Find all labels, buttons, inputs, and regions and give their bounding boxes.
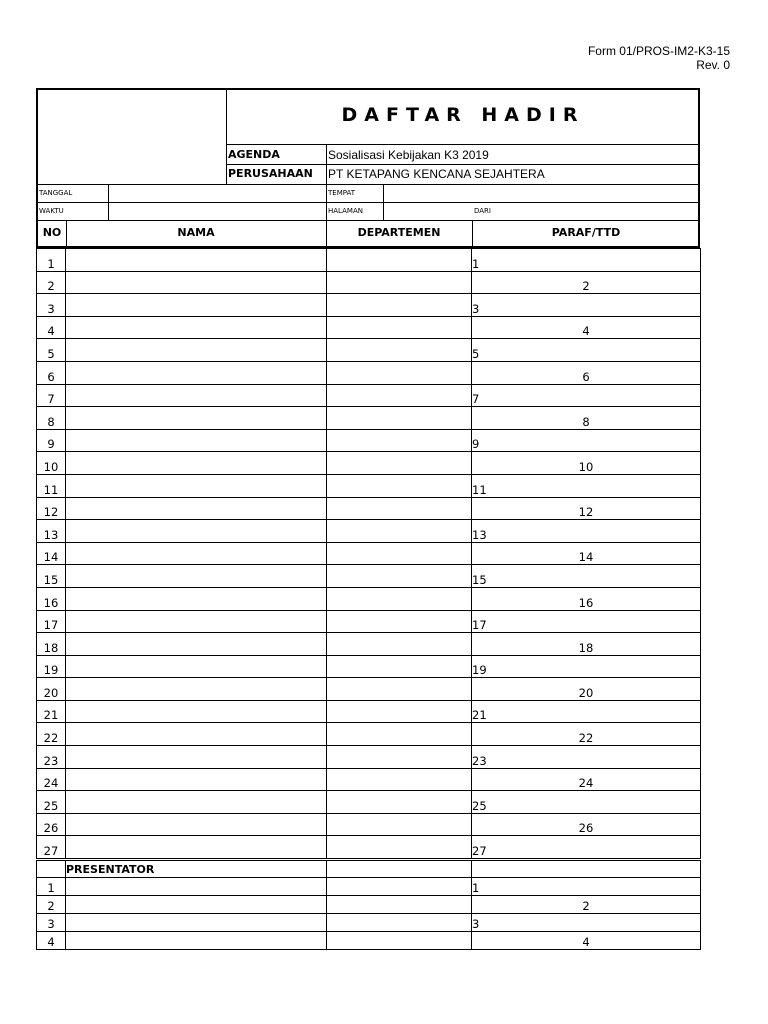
- departemen-cell[interactable]: [327, 878, 472, 896]
- paraf-cell[interactable]: 3: [472, 294, 701, 317]
- row-number: 5: [37, 339, 66, 362]
- departemen-cell[interactable]: [327, 791, 472, 814]
- departemen-cell[interactable]: [327, 655, 472, 678]
- departemen-cell[interactable]: [327, 542, 472, 565]
- paraf-cell[interactable]: 7: [472, 384, 701, 407]
- departemen-cell[interactable]: [327, 678, 472, 701]
- row-number: 25: [37, 791, 66, 814]
- presentator-header-paraf: [472, 861, 701, 878]
- nama-cell[interactable]: [66, 407, 327, 430]
- paraf-cell[interactable]: 5: [472, 339, 701, 362]
- departemen-cell[interactable]: [327, 813, 472, 836]
- row-number: 7: [37, 384, 66, 407]
- row-number: 4: [37, 932, 66, 950]
- departemen-cell[interactable]: [327, 914, 472, 932]
- paraf-cell[interactable]: 19: [472, 655, 701, 678]
- paraf-cell[interactable]: 15: [472, 565, 701, 588]
- presentator-label: PRESENTATOR: [66, 861, 327, 878]
- nama-cell[interactable]: [66, 520, 327, 543]
- departemen-cell[interactable]: [327, 384, 472, 407]
- paraf-cell[interactable]: 24: [472, 768, 701, 791]
- nama-cell[interactable]: [66, 497, 327, 520]
- nama-cell[interactable]: [66, 452, 327, 475]
- row-number: 14: [37, 542, 66, 565]
- agenda-value[interactable]: Sosialisasi Kebijakan K3 2019: [328, 148, 489, 162]
- departemen-cell[interactable]: [327, 294, 472, 317]
- row-number: 20: [37, 678, 66, 701]
- departemen-cell[interactable]: [327, 474, 472, 497]
- row-number: 9: [37, 429, 66, 452]
- tempat-field[interactable]: [384, 185, 699, 202]
- nama-cell[interactable]: [66, 678, 327, 701]
- paraf-cell[interactable]: 3: [472, 914, 701, 932]
- attendance-row: [37, 836, 701, 859]
- row-number: 3: [37, 914, 66, 932]
- paraf-cell[interactable]: 18: [472, 633, 701, 656]
- paraf-cell[interactable]: 2: [472, 896, 701, 914]
- nama-cell[interactable]: [66, 791, 327, 814]
- attendance-row: [37, 542, 701, 565]
- paraf-cell[interactable]: 20: [472, 678, 701, 701]
- nama-cell[interactable]: [66, 723, 327, 746]
- attendance-row: [37, 791, 701, 814]
- row-number: 19: [37, 655, 66, 678]
- nama-cell[interactable]: [66, 429, 327, 452]
- departemen-cell[interactable]: [327, 361, 472, 384]
- perusahaan-value[interactable]: PT KETAPANG KENCANA SEJAHTERA: [328, 167, 545, 181]
- paraf-cell[interactable]: 13: [472, 520, 701, 543]
- nama-cell[interactable]: [66, 384, 327, 407]
- paraf-cell[interactable]: 26: [472, 813, 701, 836]
- row-number: 15: [37, 565, 66, 588]
- presentator-row: [37, 896, 701, 914]
- row-number: 22: [37, 723, 66, 746]
- waktu-field[interactable]: [109, 203, 325, 220]
- attendance-row: [37, 429, 701, 452]
- row-number: 11: [37, 474, 66, 497]
- paraf-cell[interactable]: 2: [472, 271, 701, 294]
- column-paraf: PARAF/TTD: [551, 226, 621, 239]
- attendance-row: [37, 565, 701, 588]
- dari-label: DARI: [474, 207, 491, 215]
- row-number: 16: [37, 587, 66, 610]
- row-number: 17: [37, 610, 66, 633]
- halaman-field[interactable]: [384, 203, 472, 220]
- departemen-cell[interactable]: [327, 633, 472, 656]
- nama-cell[interactable]: [66, 361, 327, 384]
- nama-cell[interactable]: [66, 878, 327, 896]
- departemen-cell[interactable]: [327, 565, 472, 588]
- departemen-cell[interactable]: [327, 316, 472, 339]
- paraf-cell[interactable]: 8: [472, 407, 701, 430]
- row-number: 1: [37, 878, 66, 896]
- row-number: 12: [37, 497, 66, 520]
- departemen-cell[interactable]: [327, 520, 472, 543]
- attendance-row: [37, 813, 701, 836]
- attendance-row: [37, 678, 701, 701]
- paraf-cell[interactable]: 1: [472, 249, 701, 272]
- row-number: 2: [37, 896, 66, 914]
- nama-cell[interactable]: [66, 474, 327, 497]
- nama-cell[interactable]: [66, 294, 327, 317]
- paraf-cell[interactable]: 22: [472, 723, 701, 746]
- departemen-cell[interactable]: [327, 407, 472, 430]
- nama-cell[interactable]: [66, 655, 327, 678]
- nama-cell[interactable]: [66, 316, 327, 339]
- attendance-row: [37, 452, 701, 475]
- paraf-cell[interactable]: 21: [472, 700, 701, 723]
- row-number: 21: [37, 700, 66, 723]
- paraf-cell[interactable]: 4: [472, 316, 701, 339]
- departemen-cell[interactable]: [327, 452, 472, 475]
- presentator-row: [37, 878, 701, 896]
- attendance-row: [37, 633, 701, 656]
- departemen-cell[interactable]: [327, 932, 472, 950]
- paraf-cell[interactable]: 4: [472, 932, 701, 950]
- attendance-row: [37, 474, 701, 497]
- departemen-cell[interactable]: [327, 836, 472, 859]
- row-number: 3: [37, 294, 66, 317]
- paraf-cell[interactable]: 9: [472, 429, 701, 452]
- attendance-table: [36, 248, 701, 859]
- departemen-cell[interactable]: [327, 610, 472, 633]
- paraf-cell[interactable]: 6: [472, 361, 701, 384]
- paraf-cell[interactable]: 25: [472, 791, 701, 814]
- attendance-row: [37, 768, 701, 791]
- departemen-cell[interactable]: [327, 249, 472, 272]
- row-number: 4: [37, 316, 66, 339]
- nama-cell[interactable]: [66, 813, 327, 836]
- attendance-row: [37, 339, 701, 362]
- page-title: DAFTAR HADIR: [341, 104, 585, 126]
- paraf-cell[interactable]: 23: [472, 746, 701, 769]
- paraf-cell[interactable]: 17: [472, 610, 701, 633]
- departemen-cell[interactable]: [327, 768, 472, 791]
- presentator-row: [37, 914, 701, 932]
- nama-cell[interactable]: [66, 271, 327, 294]
- paraf-cell[interactable]: 12: [472, 497, 701, 520]
- row-number: 6: [37, 361, 66, 384]
- attendance-row: [37, 610, 701, 633]
- nama-cell[interactable]: [66, 249, 327, 272]
- paraf-cell[interactable]: 10: [472, 452, 701, 475]
- column-nama: NAMA: [177, 226, 215, 239]
- form-header: [36, 88, 700, 248]
- attendance-row: [37, 497, 701, 520]
- column-departemen: DEPARTEMEN: [357, 226, 441, 239]
- waktu-label: WAKTU: [39, 207, 64, 215]
- departemen-cell[interactable]: [327, 429, 472, 452]
- departemen-cell[interactable]: [327, 587, 472, 610]
- nama-cell[interactable]: [66, 746, 327, 769]
- attendance-row: [37, 361, 701, 384]
- attendance-row: [37, 407, 701, 430]
- row-number: 18: [37, 633, 66, 656]
- row-number: 2: [37, 271, 66, 294]
- form-code: [588, 44, 730, 72]
- form-number: Form 01/PROS-IM2-K3-15: [587, 44, 730, 58]
- attendance-row: [37, 520, 701, 543]
- departemen-cell[interactable]: [327, 896, 472, 914]
- row-number: 23: [37, 746, 66, 769]
- nama-cell[interactable]: [66, 587, 327, 610]
- tanggal-field[interactable]: [109, 185, 325, 202]
- presentator-row: [37, 932, 701, 950]
- row-number: 27: [37, 836, 66, 859]
- nama-cell[interactable]: [66, 768, 327, 791]
- row-number: 10: [37, 452, 66, 475]
- departemen-cell[interactable]: [327, 723, 472, 746]
- presentator-header-dept: [327, 861, 472, 878]
- row-number: 1: [37, 249, 66, 272]
- paraf-cell[interactable]: 14: [472, 542, 701, 565]
- nama-cell[interactable]: [66, 339, 327, 362]
- presentator-table: [36, 860, 701, 950]
- departemen-cell[interactable]: [327, 497, 472, 520]
- attendance-row: [37, 700, 701, 723]
- tempat-label: TEMPAT: [328, 189, 356, 197]
- attendance-row: [37, 249, 701, 272]
- nama-cell[interactable]: [66, 700, 327, 723]
- departemen-cell[interactable]: [327, 700, 472, 723]
- perusahaan-label: PERUSAHAAN: [228, 167, 313, 180]
- nama-cell[interactable]: [66, 914, 327, 932]
- row-number: 24: [37, 768, 66, 791]
- nama-cell[interactable]: [66, 565, 327, 588]
- halaman-label: HALAMAN: [328, 207, 363, 215]
- nama-cell[interactable]: [66, 610, 327, 633]
- attendance-row: [37, 587, 701, 610]
- departemen-cell[interactable]: [327, 339, 472, 362]
- agenda-label: AGENDA: [228, 148, 280, 161]
- presentator-spacer: [37, 861, 66, 878]
- attendance-row: [37, 723, 701, 746]
- attendance-row: [37, 294, 701, 317]
- departemen-cell[interactable]: [327, 746, 472, 769]
- row-number: 8: [37, 407, 66, 430]
- paraf-cell[interactable]: 1: [472, 878, 701, 896]
- row-number: 26: [37, 813, 66, 836]
- row-number: 13: [37, 520, 66, 543]
- departemen-cell[interactable]: [327, 271, 472, 294]
- nama-cell[interactable]: [66, 836, 327, 859]
- paraf-cell[interactable]: 11: [472, 474, 701, 497]
- nama-cell[interactable]: [66, 633, 327, 656]
- attendance-row: [37, 384, 701, 407]
- nama-cell[interactable]: [66, 896, 327, 914]
- nama-cell[interactable]: [66, 542, 327, 565]
- attendance-row: [37, 746, 701, 769]
- tanggal-label: TANGGAL: [39, 189, 73, 197]
- form-revision: Rev. 0: [696, 58, 730, 72]
- paraf-cell[interactable]: 27: [472, 836, 701, 859]
- nama-cell[interactable]: [66, 932, 327, 950]
- attendance-row: [37, 316, 701, 339]
- attendance-row: [37, 271, 701, 294]
- column-no: NO: [42, 226, 62, 239]
- attendance-row: [37, 655, 701, 678]
- paraf-cell[interactable]: 16: [472, 587, 701, 610]
